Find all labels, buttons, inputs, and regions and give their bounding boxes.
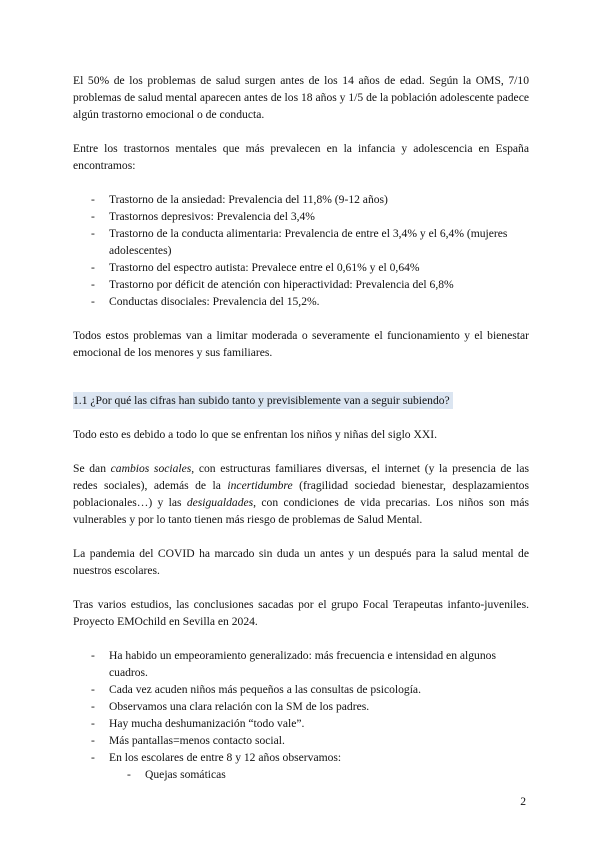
text-run: , con estructuras familiares diversas, el internet (y la presencia de las redes sociales), además de la [73,462,529,492]
list-item: - Trastornos depresivos: Prevalencia del 3,4% [73,208,529,225]
page-content [73,72,529,783]
paragraph-oms-stats: El 50% de los problemas de salud surgen antes de los 14 años de edad. Según la OMS, 7/10 problemas de salud mental aparecen antes de los 18 años y 1/5 de la población adolescente padece algún trastorno emocional o de conducta. [73,74,529,121]
disorders-list [73,191,529,310]
list-item: - Ha habido un empeoramiento generalizado: más frecuencia e intensidad en algunos cuadros. [73,647,529,681]
list-item: - Conductas disociales: Prevalencia del 15,2%. [73,293,529,310]
emphasis-social-changes: cambios sociales [110,462,192,475]
paragraph-children-21st-century: Todo esto es debido a todo lo que se enfrentan los niños y niñas del siglo XXI. [73,428,438,441]
text-run: Se dan [73,462,111,475]
paragraph-limitations: Todos estos problemas van a limitar moderada o severamente el funcionamiento y el bienestar emocional de los menores y sus familiares. [73,329,529,359]
text-run: (fragilidad sociedad bienestar, desplazamientos poblacionales…) y las [73,479,529,509]
list-item: - Cada vez acuden niños más pequeños a las consultas de psicología. [73,681,529,698]
emphasis-uncertainty: incertidumbre [227,479,293,492]
section-heading-wrapper [73,392,529,409]
page-number: 2 [520,795,526,808]
conclusions-list [73,647,529,766]
list-item: - Más pantallas=menos contacto social. [73,732,529,749]
list-item: - Observamos una clara relación con la SM de los padres. [73,698,529,715]
paragraph-disorders-intro: Entre los trastornos mentales que más prevalecen en la infancia y adolescencia en España encontramos: [73,142,529,172]
list-item: - En los escolares de entre 8 y 12 años observamos: [73,749,529,766]
sub-list-item: - Quejas somáticas [73,766,529,783]
paragraph-covid: La pandemia del COVID ha marcado sin duda un antes y un después para la salud mental de nuestros escolares. [73,547,529,577]
emphasis-inequalities: desigualdades [186,496,254,509]
text-run: , con condiciones de vida precarias. Los niños son más vulnerables y por lo tanto tienen más riesgo de problemas de Salud Mental. [73,496,529,526]
list-item: - Trastorno de la ansiedad: Prevalencia del 11,8% (9-12 años) [73,191,529,208]
list-item: - Trastorno del espectro autista: Prevalece entre el 0,61% y el 0,64% [73,259,529,276]
paragraph-studies: Tras varios estudios, las conclusiones sacadas por el grupo Focal Terapeutas infanto-juveniles. Proyecto EMOchild en Sevilla en 2024. [73,598,529,628]
section-heading: 1.1 ¿Por qué las cifras han subido tanto y previsiblemente van a seguir subiendo? [73,392,453,409]
sub-conclusions-list [73,766,529,783]
list-item: - Hay mucha deshumanización “todo vale”. [73,715,529,732]
list-item: - Trastorno por déficit de atención con hiperactividad: Prevalencia del 6,8% [73,276,529,293]
paragraph-social-changes [73,460,529,528]
list-item: - Trastorno de la conducta alimentaria: Prevalencia de entre el 3,4% y el 6,4% (mujeres adolescentes) [73,225,529,259]
